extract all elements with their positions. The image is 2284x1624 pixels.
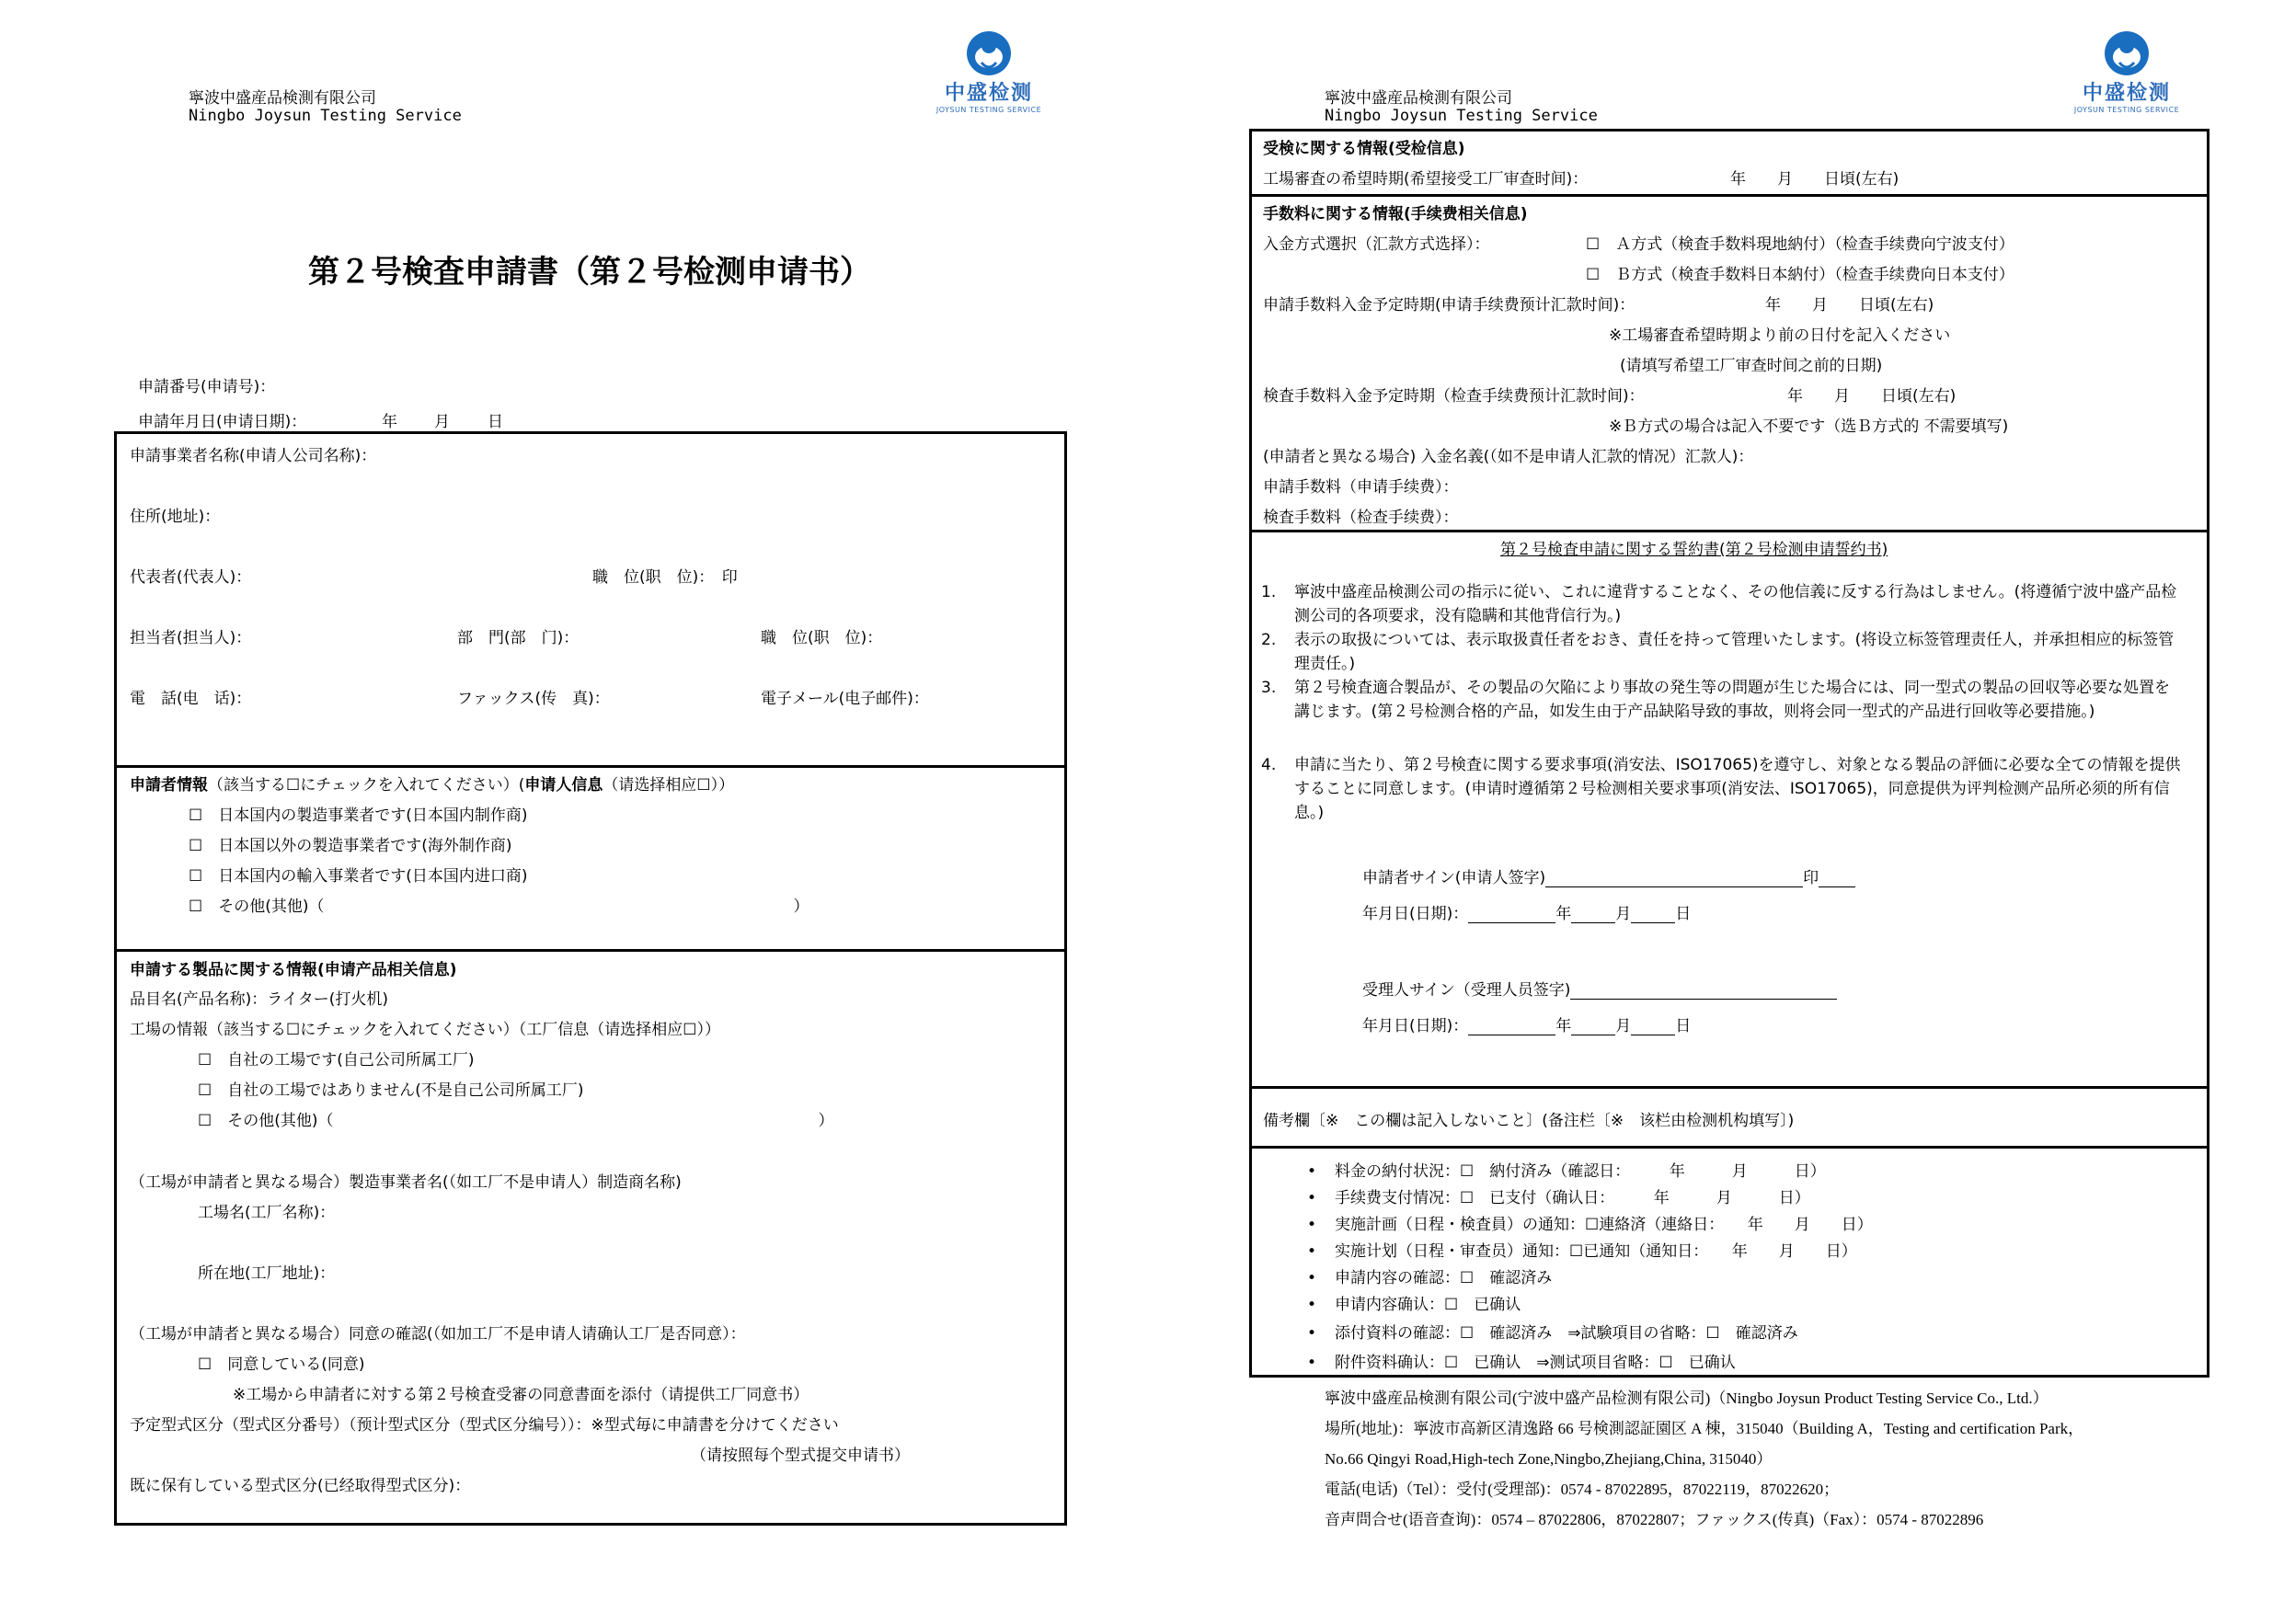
checklist-item: • 申请内容确认：☐ 已确认 <box>1307 1296 1521 1314</box>
inspection-form-box <box>1249 129 2209 1378</box>
checklist-item: • 添付資料の確認：☐ 確認済み ⇒試験項目の省略：☐ 確認済み <box>1307 1324 1798 1343</box>
application-number-label: 申請番号(申请号)： <box>138 378 276 396</box>
contact-person-field[interactable]: 担当者(担当人)： <box>130 629 252 647</box>
application-fee-time-label: 申請手数料入金予定時期(申请手续费预计汇款时间)： <box>1263 296 1636 315</box>
remarks-section <box>1252 1086 2207 1149</box>
application-fee-time-field[interactable]: 年 月 日頃(左右) <box>1765 296 1934 315</box>
logo-icon <box>961 29 1016 77</box>
applicant-type-heading: 申請者情報（該当する☐にチェックを入れてください）(申请人信息（请选择相应☐）） <box>130 776 735 795</box>
fax-field[interactable]: ファックス(传 真)： <box>457 690 610 708</box>
footer-voice-fax: 音声問合せ(语音查询)：0574 – 87022806，87022807；ファックス(传真)（Fax）：0574 - 87022896 <box>1325 1511 1984 1528</box>
telephone-field[interactable]: 電 話(电 话)： <box>130 690 252 708</box>
fee-note-2: ※Ｂ方式の場合は記入不要です（选Ｂ方式的 不需要填写) <box>1609 417 2009 436</box>
factory-option[interactable]: ☐ その他(其他)（ ） <box>198 1112 834 1130</box>
pledge-section <box>1252 530 2207 1089</box>
applicant-type-option[interactable]: ☐ その他(其他)（ ） <box>189 898 809 916</box>
applicant-company-field[interactable]: 申請事業者名称(申请人公司名称)： <box>130 447 377 465</box>
company-name-ja: 寧波中盛産品検測有限公司 <box>189 89 376 108</box>
applicant-type-option[interactable]: ☐ 日本国内の輸入事業者です(日本国内进口商) <box>189 867 528 886</box>
checklist-item: • 申請内容の確認：☐ 確認済み <box>1307 1269 1553 1287</box>
factory-address-field[interactable]: 所在地(工厂地址)： <box>198 1264 336 1283</box>
logo-subtext: JOYSUN TESTING SERVICE <box>935 106 1042 114</box>
pledge-item: 1. 寧波中盛産品検測公司の指示に従い、これに違背することなく、その他信義に反する行為はしません。(将遵循宁波中盛产品检测公司的各项要求，没有隐瞒和其他背信行为。) <box>1261 583 2177 625</box>
fee-heading: 手数料に関する情報(手续费相关信息) <box>1263 205 1528 223</box>
payment-method-label: 入金方式選択（汇款方式选择）： <box>1263 235 1490 254</box>
fee-section <box>1252 194 2207 532</box>
logo-subtext: JOYSUN TESTING SERVICE <box>2073 106 2180 114</box>
application-fee-field[interactable]: 申請手数料（申请手续费）： <box>1263 478 1459 497</box>
factory-option[interactable]: ☐ 自社の工場です(自己公司所属工厂) <box>198 1051 475 1069</box>
model-category-field[interactable]: 予定型式区分（型式区分番号）（预计型式区分（型式区分编号））：※型式毎に申請書を分けてください <box>130 1416 839 1435</box>
payment-option-a[interactable]: ☐ Ａ方式（検査手数料現地納付）（检查手续费向宁波支付） <box>1586 235 2014 254</box>
office-checklist-section <box>1252 1146 2207 1375</box>
applicant-type-option[interactable]: ☐ 日本国以外の製造事業者です(海外制作商) <box>189 837 512 855</box>
logo-icon <box>2099 29 2154 77</box>
date-year: 年 <box>382 413 397 431</box>
inspection-section <box>1252 132 2207 194</box>
remarks-heading: 備考欄〔※ この欄は記入しないこと〕(备注栏〔※ 该栏由检测机构填写〕) <box>1263 1112 1795 1130</box>
address-field[interactable]: 住所(地址)： <box>130 508 221 526</box>
consent-label: （工場が申請者と異なる場合）同意の確認(（如加工厂不是申请人请确认工厂是否同意）： <box>130 1325 746 1344</box>
product-heading: 申請する製品に関する情報(申请产品相关信息) <box>130 961 457 979</box>
company-name-en: Ningbo Joysun Testing Service <box>189 107 462 125</box>
page-title: 第２号検査申請書（第２号检测申请书） <box>308 254 871 291</box>
contact-position-field[interactable]: 職 位(职 位)： <box>761 629 883 647</box>
manufacturer-field[interactable]: （工場が申請者と異なる場合）製造事業者名(（如工厂不是申请人）制造商名称) <box>130 1173 682 1192</box>
representative-position-field[interactable]: 職 位(职 位)： 印 <box>592 568 738 587</box>
date-month: 月 <box>434 413 450 431</box>
logo-text: 中盛检测 <box>944 82 1033 105</box>
product-name-field[interactable]: 品目名(产品名称)：ライター(打火机) <box>130 990 389 1009</box>
checklist-item: • 附件资料确认：☐ 已确认 ⇒测试项目省略：☐ 已确认 <box>1307 1354 1736 1372</box>
receiver-date-row[interactable]: 年月日(日期)： 年 月 日 <box>1362 1017 1692 1035</box>
checklist-item: • 实施计划（日程・审查员）通知：☐已通知（通知日： 年 月 日） <box>1307 1242 1857 1261</box>
left-page <box>0 0 1141 1624</box>
consent-option[interactable]: ☐ 同意している(同意) <box>198 1355 365 1374</box>
receiver-signature-row[interactable]: 受理人サイン（受理人员签字) <box>1362 977 1837 1000</box>
inspection-fee-field[interactable]: 検査手数料（检查手续费）： <box>1263 509 1459 527</box>
checklist-item: • 実施計画（日程・検査員）の通知：☐連絡済（連絡日： 年 月 日） <box>1307 1216 1873 1234</box>
pledge-item: 2. 表示の取扱については、表示取扱責任者をおき、責任を持って管理いたします。(将设立标签管理责任人，并承担相应的标签管理责任。) <box>1261 631 2175 673</box>
company-logo <box>934 29 1044 114</box>
factory-info-label: 工場の情報（該当する☐にチェックを入れてください）（工厂信息（请选择相应☐）） <box>130 1021 720 1039</box>
checklist-item: • 手续费支付情况：☐ 已支付（确认日： 年 月 日） <box>1307 1189 1810 1207</box>
application-form-box <box>114 431 1067 1526</box>
company-name-en: Ningbo Joysun Testing Service <box>1325 107 1598 125</box>
pledge-heading: 第２号検査申請に関する誓約書(第２号检测申请誓约书) <box>1500 541 1888 559</box>
applicant-signature-row[interactable]: 申請者サイン(申请人签字) 印 <box>1362 864 1855 887</box>
footer-company: 寧波中盛産品検測有限公司(宁波中盛产品检测有限公司)（Ningbo Joysun Product Testing Service Co., Ltd.） <box>1325 1390 2049 1407</box>
footer-telephone: 電話(电话)（Tel）：受付(受理部)：0574 - 87022895，87022119，87022620； <box>1325 1481 1840 1498</box>
company-name-ja: 寧波中盛産品検測有限公司 <box>1325 89 1512 108</box>
right-page <box>1141 0 2284 1624</box>
applicant-section <box>117 434 1064 765</box>
audit-time-label: 工場審査の希望時期(希望接受工厂审查时间)： <box>1263 170 1589 189</box>
payment-option-b[interactable]: ☐ Ｂ方式（検査手数料日本納付）（检查手续费向日本支付） <box>1586 266 2014 284</box>
footer-address: 場所(地址)：寧波市高新区清逸路 66 号検測認証園区 A 棟，315040（Building A，Testing and certification Park， <box>1325 1420 2084 1437</box>
applicant-date-row[interactable]: 年月日(日期)： 年 月 日 <box>1362 905 1692 923</box>
checklist-item: • 料金の納付状況：☐ 納付済み（確認日： 年 月 日） <box>1307 1162 1826 1181</box>
inspection-heading: 受検に関する情報(受检信息) <box>1263 140 1465 158</box>
inspection-fee-time-field[interactable]: 年 月 日頃(左右) <box>1787 387 1957 406</box>
factory-name-field[interactable]: 工場名(工厂名称)： <box>198 1204 336 1222</box>
email-field[interactable]: 電子メール(电子邮件)： <box>761 690 929 708</box>
applicant-type-section <box>117 765 1064 952</box>
audit-time-field[interactable]: 年 月 日頃(左右) <box>1730 170 1900 189</box>
representative-field[interactable]: 代表者(代表人)： <box>130 568 252 587</box>
pledge-item: 3. 第２号検査適合製品が、その製品の欠陥により事故の発生等の問題が生じた場合には、同一型式の製品の回収等必要な処置を講じます。(第２号检测合格的产品，如发生由于产品缺陷导致的事故，则将会同一型式的产品进行回收等必要措施。) <box>1261 679 2170 721</box>
fee-note-1: ※工場審査希望時期より前の日付を記入ください <box>1609 326 1951 345</box>
payer-name-field[interactable]: (申請者と異なる場合) 入金名義(（如不是申请人汇款的情况）汇款人)： <box>1263 448 1754 466</box>
existing-model-field[interactable]: 既に保有している型式区分(已经取得型式区分)： <box>130 1477 471 1495</box>
footer-address-en: No.66 Qingyi Road,High-tech Zone,Ningbo,Zhejiang,China, 315040） <box>1325 1450 1773 1468</box>
factory-option[interactable]: ☐ 自社の工場ではありません(不是自己公司所属工厂) <box>198 1081 584 1100</box>
product-section <box>117 949 1064 1523</box>
consent-note: ※工場から申請者に対する第２号検査受審の同意書面を添付（请提供工厂同意书） <box>233 1386 809 1404</box>
department-field[interactable]: 部 門(部 门)： <box>457 629 580 647</box>
pledge-item: 4. 申請に当たり、第２号検査に関する要求事項(消安法、ISO17065)を遵守し、対象となる製品の評価に必要な全ての情報を提供することに同意します。(申请时遵循第２号检测相关要求事项(消安法、ISO17065)，同意提供为评判检测产品所必须的所有信息。) <box>1261 756 2181 822</box>
application-date-label: 申請年月日(申请日期)： <box>138 413 307 431</box>
fee-note-1-cn: (请填写希望工厂审查时间之前的日期) <box>1620 357 1883 375</box>
logo-text: 中盛检测 <box>2082 82 2171 105</box>
company-logo <box>2072 29 2182 114</box>
inspection-fee-time-label: 検査手数料入金予定時期（检查手续费预计汇款时间)： <box>1263 387 1645 406</box>
date-day: 日 <box>488 413 503 431</box>
model-category-note: （请按照每个型式提交申请书） <box>691 1447 910 1465</box>
applicant-type-option[interactable]: ☐ 日本国内の製造事業者です(日本国内制作商) <box>189 806 528 825</box>
